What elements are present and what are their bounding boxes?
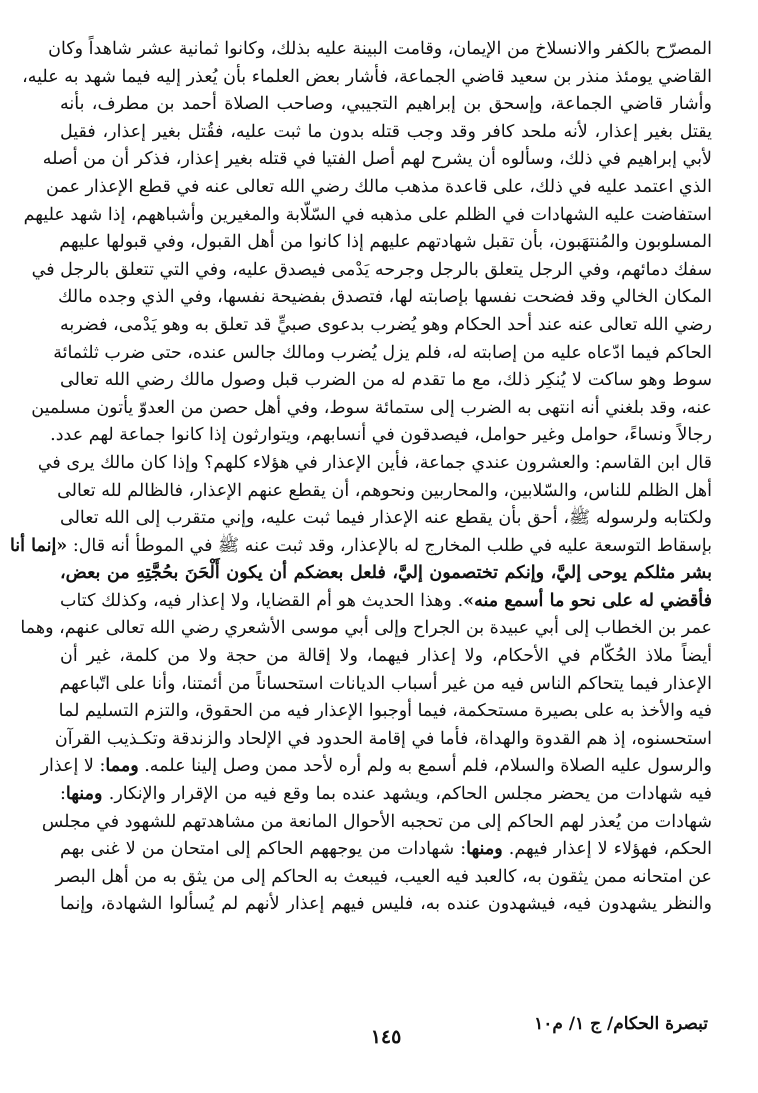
text-line (57, 478, 712, 506)
text-line (31, 257, 712, 285)
text-segment: لأبي إبراهيم في ذلك، وسألوه أن يشرح لهم أصل الفتيا في قتله بغير إعذار، فذكر أن من أصله (42, 149, 712, 170)
body-text (9, 36, 712, 919)
text-line (60, 588, 712, 616)
text-line (60, 367, 712, 395)
text-segment: والرسول عليه الصلاة والسلام، فلم أسمع به ولم أره لأحد ممن وصل إلينا علمه. (138, 756, 712, 777)
text-line (23, 202, 712, 230)
text-line (42, 146, 712, 174)
text-line (54, 726, 712, 754)
bold-text-segment: ومنها (65, 784, 103, 805)
text-line (60, 560, 712, 588)
text-line (50, 422, 712, 450)
text-segment: أهل الظلم للناس، والسّلابين، والمحاربين ونحوهم، أن يقطع عنهم الإعذار، فالظالم لله تعالى (57, 480, 712, 501)
text-segment: سفك دمائهم، وفي الرجل يتعلق بالرجل وجرحه يَدْمى فيصدق عليه، وفي التي تتعلق بالرجل في (31, 259, 712, 280)
text-segment: استحسنوه، إذ هم القدوة والهداة، فأما في إقامة الحدود في الإلحاد والزندقة وتكـذيب القرآن (54, 728, 712, 749)
text-line (60, 781, 712, 809)
text-line (20, 615, 712, 643)
text-segment: والنظر يشهدون فيه، فيشهدون عنده به، فليس فيهم إعذار لأنهم لم يُسألوا الشهادة، وإنما (60, 894, 712, 915)
bold-text-segment: ومما (105, 756, 139, 777)
text-segment: الإعذار فيما يتحاكم الناس فيه من غير أسباب الديانات استحساناً من أئمتنا، وأنا على اتّباعهم (59, 673, 712, 694)
document-page (9, 36, 712, 1066)
text-segment: : شهادات من يوجههم الحاكم إلى امتحان من لا غنى بهم (60, 839, 467, 860)
text-segment: . وهذا الحديث هو أم القضايا، ولا إعذار فيه، وكذلك كتاب (60, 590, 464, 611)
text-line (55, 864, 712, 892)
text-line (9, 533, 712, 561)
text-segment: يقتل بغير إعذار، لأنه ملحد كافر وقد وجب قتله بدون ما ثبت عليه، فقُتل بغير إعذار، فقيل (60, 121, 712, 142)
bold-text-segment: «إنما أنا (9, 535, 68, 556)
text-segment: : (60, 784, 66, 805)
page-footer (60, 1008, 712, 1048)
text-line (48, 36, 712, 64)
text-segment: رجالاً ونساءً، حوامل وغير حوامل، فيصدقون في أنسابهم، ويتوارثون إذا كانوا جماعة لهم عدد. (50, 425, 712, 446)
text-line (37, 450, 712, 478)
text-line (60, 505, 712, 533)
text-segment: المصرّح بالكفر والانسلاخ من الإيمان، وقامت البينة عليه بذلك، وكانوا ثمانية عشر شاهداً وكان (48, 39, 712, 59)
text-segment: ولكتابه ولرسوله ﷺ، أحق بأن يقطع عنه الإعذار فيما ثبت عليه، وإني متقرب إلى الله تعالى (60, 508, 712, 529)
text-segment: عن امتحانه ممن يثقون به، كالعبد فيه العيب، فيبعث به الحاكم إلى من يثق به من أهل البصر (55, 866, 712, 887)
text-line (60, 671, 712, 699)
footer-reference: تبصرة الحكام/ ج ١/ م١٠ (534, 1014, 708, 1034)
text-segment: أيضاً ملاذ الحُكّام في الأحكام، ولا إعذار فيهما، ولا إقالة من حجة ولا من كلمة، غير أن (60, 646, 712, 667)
text-line (60, 91, 712, 119)
text-line (41, 809, 712, 837)
text-line (22, 64, 712, 92)
text-line (60, 229, 712, 257)
page-number: ١٤٥ (370, 1026, 402, 1048)
text-segment: : لا إعذار (40, 756, 106, 777)
text-line (53, 340, 712, 368)
text-segment: قال ابن القاسم: والعشرون عندي جماعة، فأين الإعذار في هؤلاء كلهم؟ وإذا كان مالك يرى في (37, 452, 712, 473)
text-segment: وأشار قاضي الجماعة، وإسحق بن إبراهيم التجيبي، وصاحب الصلاة أحمد بن مطرف، بأنه (60, 94, 712, 115)
text-segment: بإسقاط التوسعة عليه في طلب المخارج له بالإعذار، وقد ثبت عنه ﷺ في الموطأ أنه قال: (67, 535, 712, 556)
text-segment: الحكم، فهؤلاء لا إعذار فيهم. (502, 839, 712, 860)
text-line (60, 698, 712, 726)
text-line (60, 284, 712, 312)
text-segment: المسلوبون والمُنتهَبون، بأن تقبل شهادتهم عليهم إذا كانوا من أهل القبول، وفي قبولها عليهم (59, 232, 712, 253)
text-line (60, 643, 712, 671)
text-segment: فيه والأخذ به على بصيرة مستحكمة، فيما أوجبوا الإعذار فيه من الحقوق، والتزم التسليم لما (58, 701, 712, 722)
bold-text-segment: بشر مثلكم يوحى إليَّ، وإنكم تختصمون إليَّ، فلعل بعضكم أن يكون أَلْحَنَ بحُجَّتِهِ من بعض، (60, 563, 712, 584)
text-line (40, 753, 712, 781)
text-segment: عنه، وقد بلغني أنه انتهى به الضرب إلى ستمائة سوط، وفي أهل حصن من العدوّ يأتون مسلمين (31, 397, 712, 418)
text-line (31, 395, 712, 423)
text-segment: استفاضت عليه الشهادات في الظلم على مذهبه في السّلّابة والمغيرين وأشباههم، إذا شهد عليهم (23, 204, 712, 225)
bold-text-segment: ومنها (466, 839, 503, 860)
bold-text-segment: فأقضي له على نحو ما أسمع منه» (463, 590, 712, 611)
text-segment: فيه شهادات من يحضر مجلس الحاكم، ويشهد عنده بما وقع فيه من الإقرار والإنكار. (102, 784, 712, 805)
text-segment: الذي اعتمد عليه في ذلك، على قاعدة مذهب مالك رضي الله تعالى عنه في قطع الإعذار عمن (46, 176, 712, 197)
text-line (60, 891, 712, 919)
text-line (46, 174, 712, 202)
text-segment: سوط وهو ساكت لا يُنكِر ذلك، مع ما تقدم له من الضرب قبل وصول مالك رضي الله تعالى (60, 370, 712, 391)
text-segment: رضي الله تعالى عنه عند أحد الحكام وهو يُضرب بدعوى صبيٍّ قد تعلق به وهو يَدْمى، فضربه (60, 314, 712, 335)
text-segment: عمر بن الخطاب إلى أبي عبيدة بن الجراح وإلى أبي موسى الأشعري رضي الله تعالى عنهم، وهما (20, 618, 712, 639)
text-segment: شهادات من يُعذر لهم الحاكم إلى من تحجبه الأحوال المانعة من مشاهدتهم للشهود في مجلس (41, 811, 712, 832)
text-line (60, 312, 712, 340)
text-segment: المكان الخالي وقد فضحت نفسها بإصابته لها، فتصدق بفضيحة نفسها، وفي الذي وجده مالك (58, 287, 712, 308)
text-segment: القاضي يومئذ منذر بن سعيد قاضي الجماعة، فأشار بعض العلماء بأن يُعذر إليه فيما شهد به عليه، (22, 66, 712, 87)
text-line (60, 119, 712, 147)
text-segment: الحاكم فيما ادّعاه عليه من إصابته له، فلم يزل يُضرب ومالك جالس عنده، حتى ضرب ثلثمائة (53, 342, 712, 363)
text-line (60, 836, 712, 864)
